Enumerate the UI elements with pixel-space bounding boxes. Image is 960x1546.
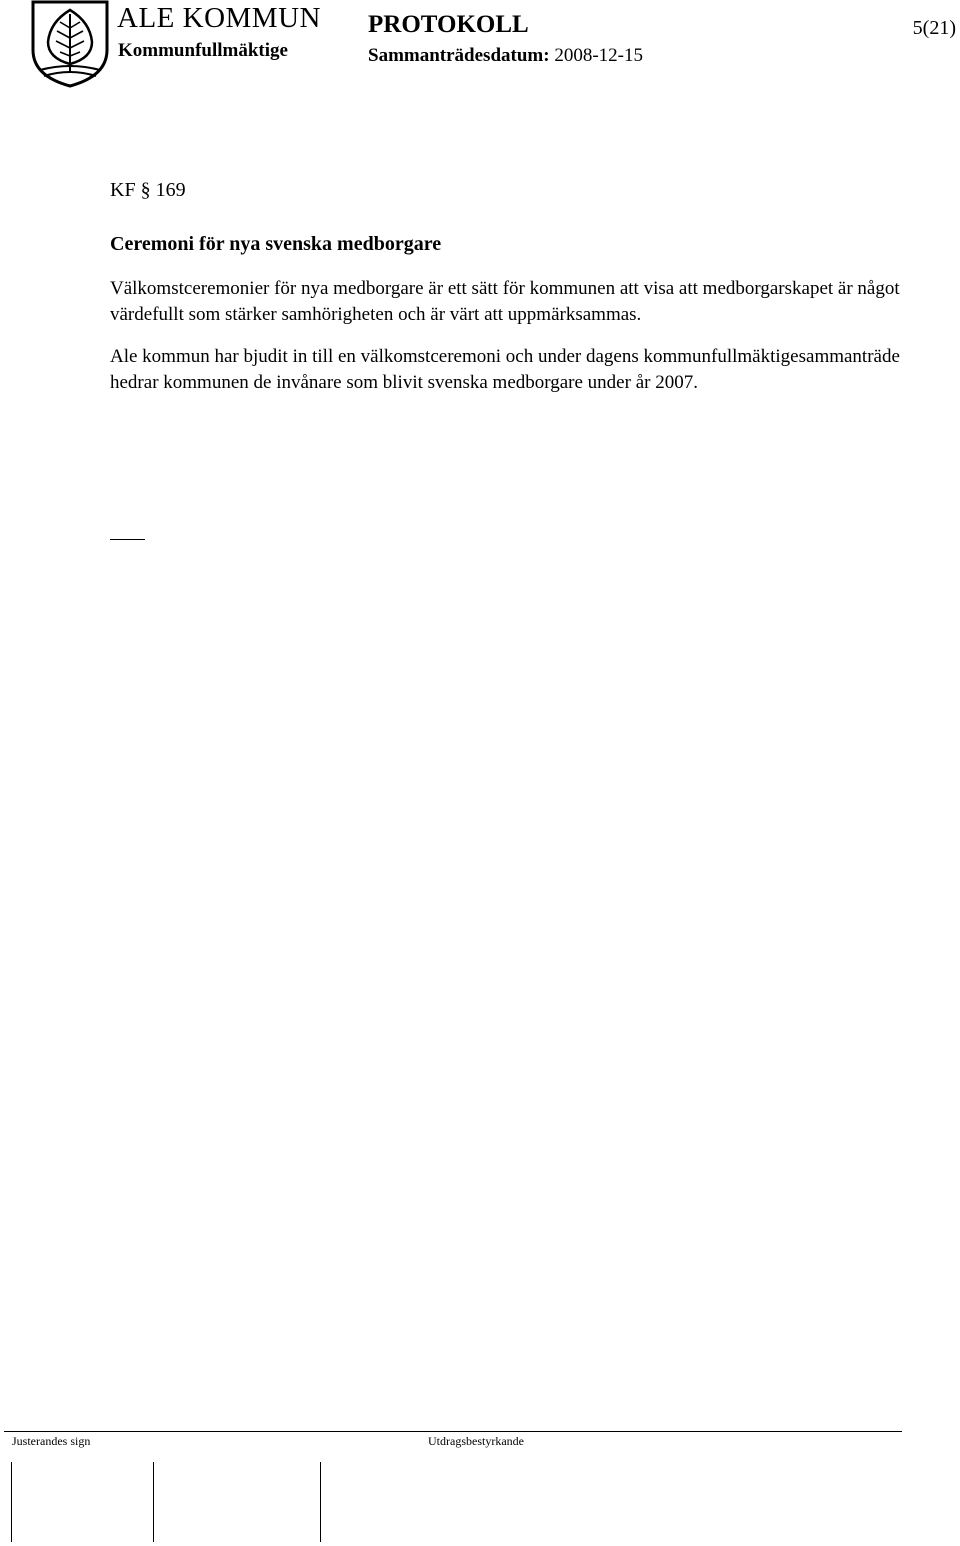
meeting-date-value: 2008-12-15 (554, 45, 643, 66)
case-prefix: KF (110, 179, 136, 201)
body-paragraph: Ale kommun har bjudit in till en välkomstceremoni och under dagens kommunfullmäktigesammanträde hedrar kommunen de invånare som blivit svenska medborgare under år 2007. (110, 346, 900, 393)
sign-label: Justerandes sign (12, 1434, 91, 1448)
org-subtitle: Kommunfullmäktige (118, 40, 288, 61)
protocol-section (110, 178, 900, 396)
case-reference (110, 178, 900, 202)
extract-label: Utdragsbestyrkande (428, 1434, 524, 1448)
meeting-date-label: Sammanträdesdatum: (368, 45, 550, 66)
doc-title: PROTOKOLL (368, 11, 529, 38)
case-number: 169 (155, 179, 186, 201)
sign-box-divider (153, 1462, 154, 1542)
sign-box-divider (11, 1462, 12, 1542)
leaf-emblem-icon (30, 0, 110, 88)
body-paragraph: Välkomstceremonier för nya medborgare är ett sätt för kommunen att visa att medborgarskapet är något värdefullt som stärker samhörigheten och är värt att uppmärksammas. (110, 278, 900, 325)
section-symbol: § (140, 179, 151, 201)
section-title: Ceremoni för nya svenska medborgare (110, 233, 442, 255)
meeting-date (368, 46, 643, 65)
footer-rule (4, 1431, 902, 1432)
section-end-rule (110, 539, 145, 540)
page-number: 5(21) (912, 17, 956, 39)
sign-box-divider (320, 1462, 321, 1542)
org-name: ALE KOMMUN (117, 2, 321, 34)
